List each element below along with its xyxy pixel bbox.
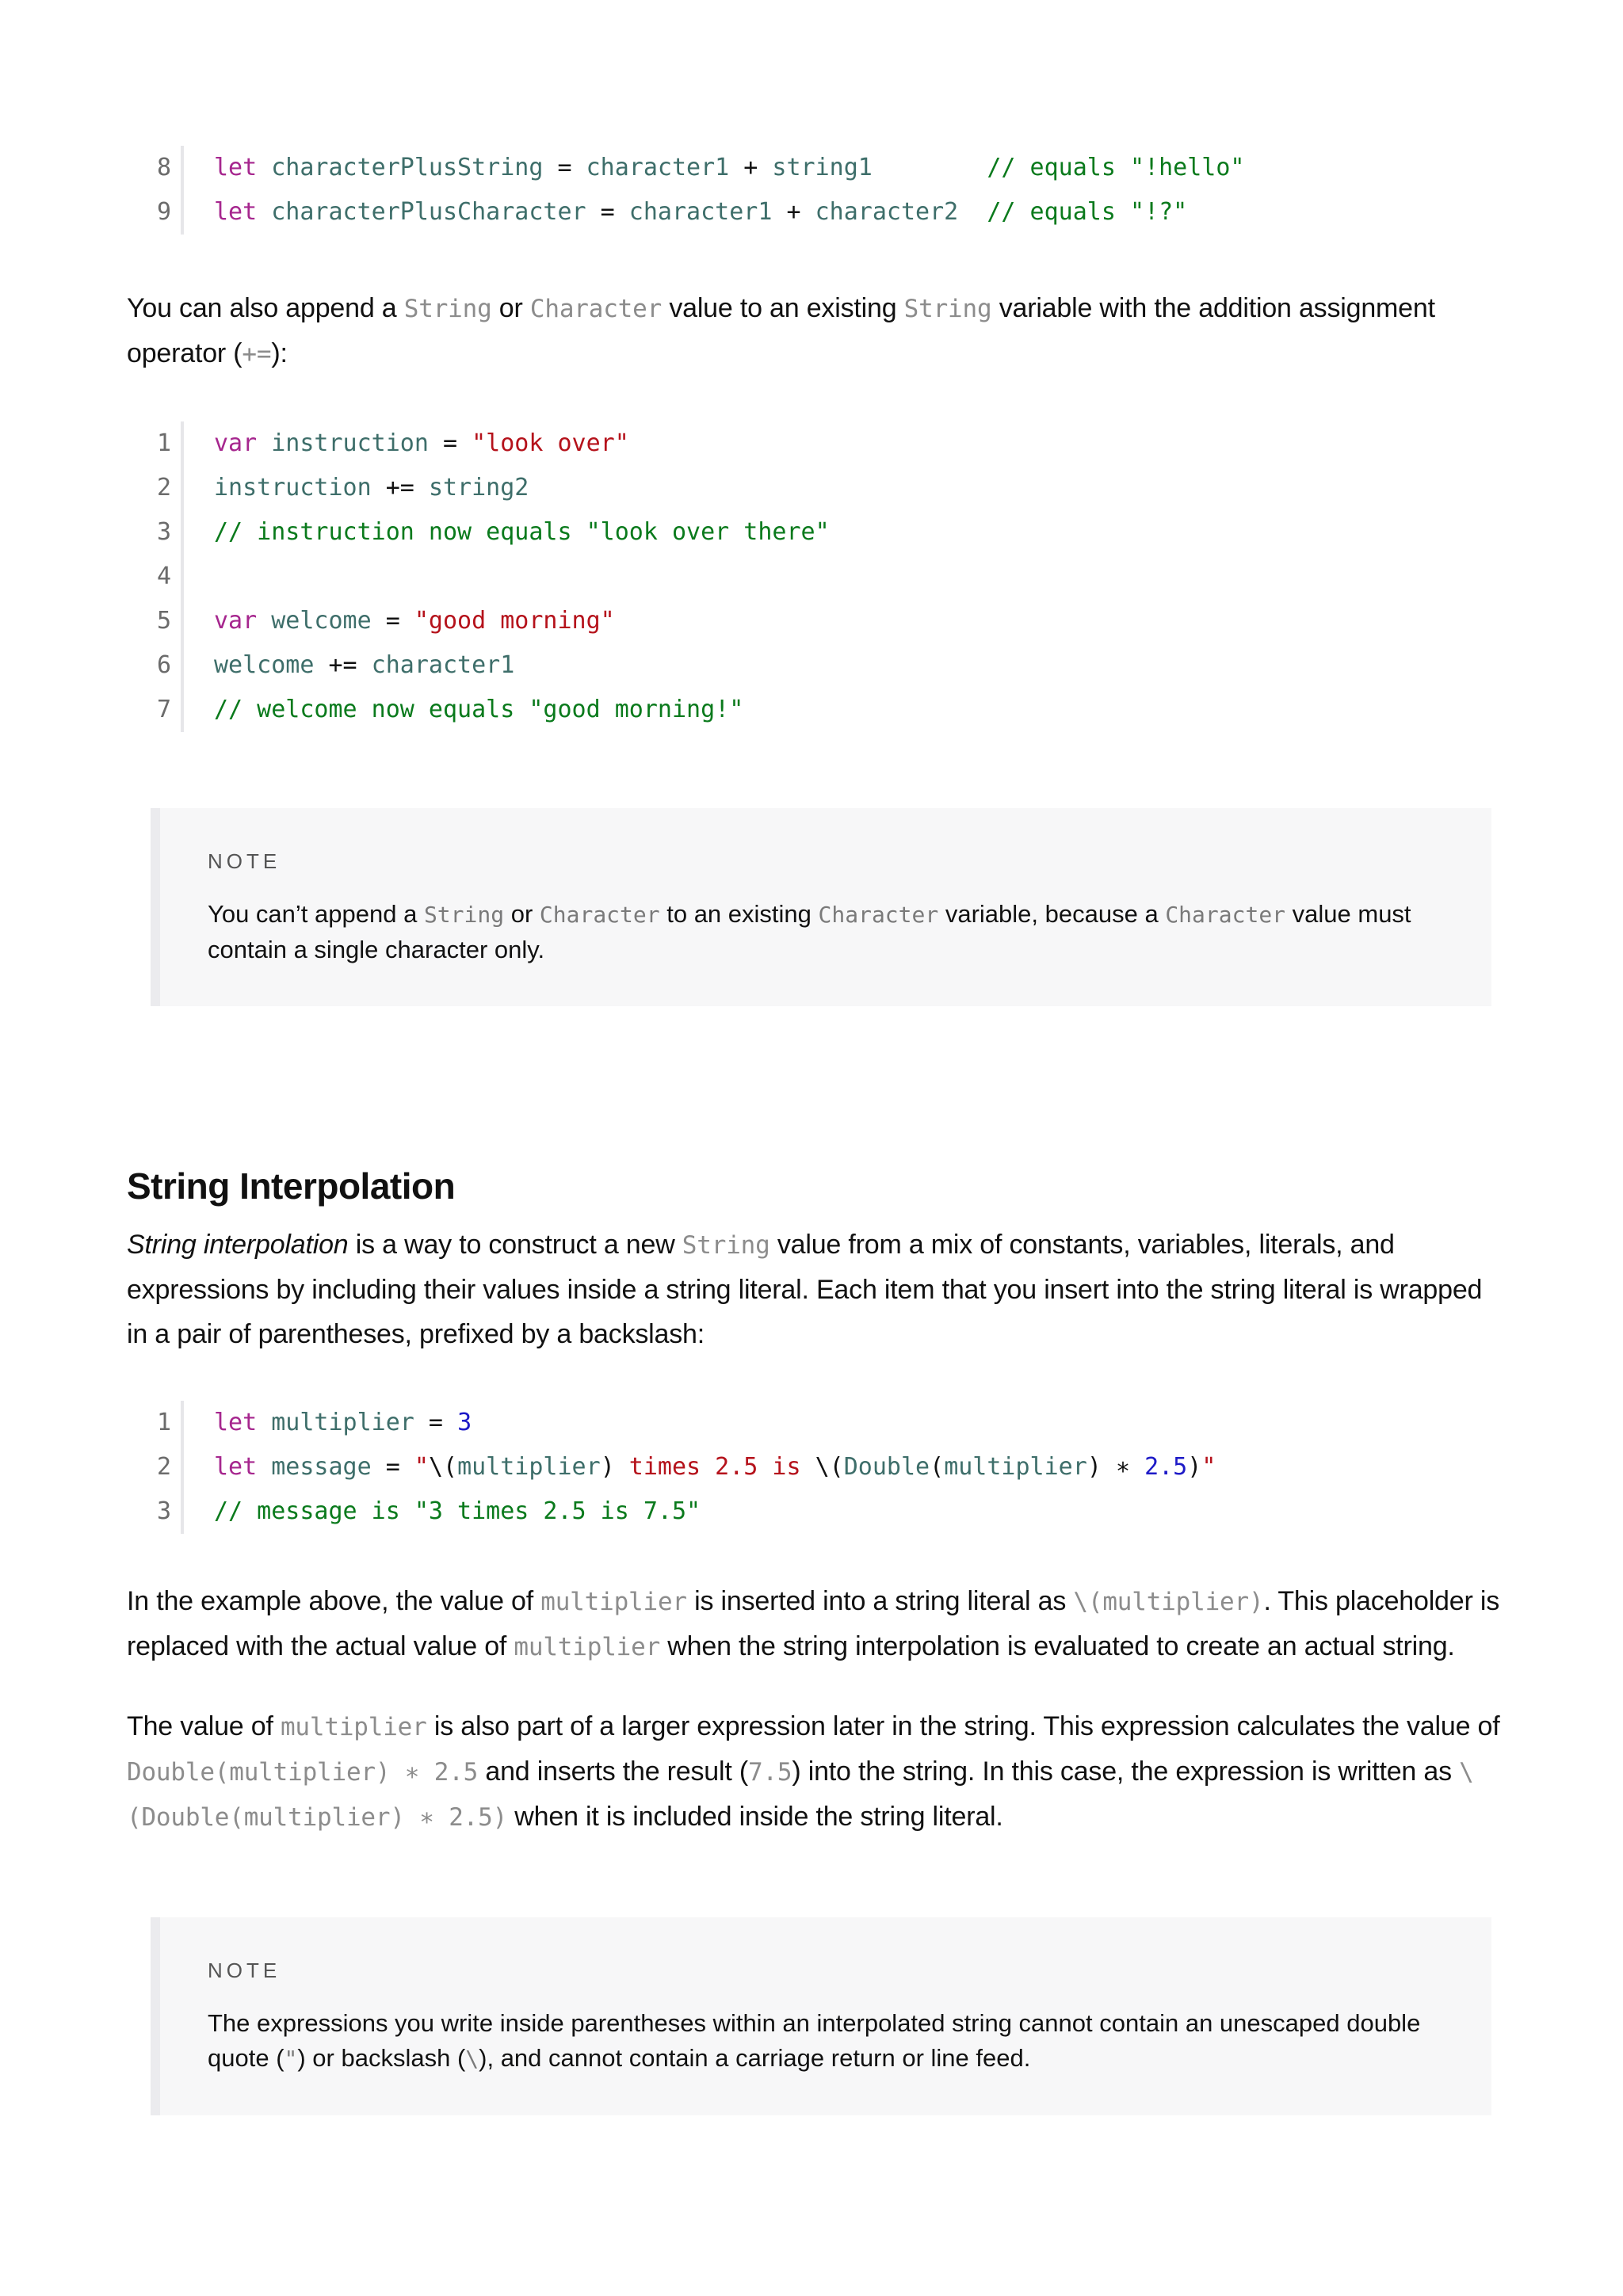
code-line	[127, 643, 1522, 688]
inline-code: Character	[529, 295, 663, 323]
code-block-append	[127, 421, 1522, 732]
code-token: instruction	[214, 474, 372, 502]
code-text	[214, 421, 629, 466]
inline-code: Double(multiplier) ∗ 2.5	[127, 1758, 479, 1787]
code-token: "good morning"	[414, 607, 615, 635]
line-number: 3	[156, 1497, 171, 1525]
code-token: character1	[586, 154, 730, 181]
code-token: character1	[628, 198, 773, 226]
text-run: variable with the addition assignment operator (	[127, 293, 1435, 368]
line-number: 5	[156, 607, 171, 635]
code-token: let	[214, 154, 258, 181]
code-token: characterPlusCharacter	[271, 198, 586, 226]
code-token: multiplier	[457, 1453, 601, 1481]
code-block-interpolation	[127, 1401, 1522, 1534]
code-token: =	[428, 429, 472, 457]
code-token: +=	[314, 651, 372, 679]
text-run: The expressions you write inside parentheses within an interpolated string cannot contain an unescaped double quote (	[208, 2009, 1421, 2072]
code-token: +	[729, 154, 773, 181]
code-token: times 2.5 is	[614, 1453, 815, 1481]
inline-code: +=	[242, 340, 272, 368]
code-token: // welcome now equals "good morning!"	[214, 696, 744, 723]
code-token: 2.5	[1144, 1453, 1188, 1481]
line-number: 9	[156, 198, 171, 226]
inline-code: "	[284, 2046, 298, 2072]
text-run: when it is included inside the string literal.	[507, 1802, 1003, 1832]
line-number: 8	[156, 154, 171, 181]
code-text	[214, 190, 1187, 235]
code-token: Double	[843, 1453, 930, 1481]
text-run: to an existing	[659, 900, 819, 928]
inline-code: multiplier	[514, 1633, 661, 1661]
code-token: =	[414, 1409, 458, 1436]
inline-code: multiplier	[540, 1588, 687, 1616]
line-number: 3	[156, 518, 171, 546]
code-token: +	[772, 198, 815, 226]
code-token: "	[1201, 1453, 1216, 1481]
note-label: NOTE	[208, 1958, 281, 1982]
code-text	[214, 1401, 472, 1445]
code-token: )	[1187, 1453, 1202, 1481]
code-line	[127, 599, 1522, 643]
section-title: String Interpolation	[127, 1165, 456, 1207]
code-line	[127, 466, 1522, 510]
code-token: var	[214, 607, 258, 635]
text-run: ) into the string. In this case, the expression is written as	[792, 1756, 1460, 1787]
code-line	[127, 1445, 1522, 1489]
code-token	[257, 1453, 271, 1481]
text-run: is a way to construct a new	[348, 1230, 682, 1260]
inline-code: \(Double(multiplier) ∗ 2.5)	[127, 1758, 1474, 1832]
note-box	[151, 808, 1491, 1006]
code-text	[214, 146, 1244, 190]
text-run: ), and cannot contain a carriage return or line feed.	[479, 2044, 1031, 2072]
code-token: \(	[815, 1453, 844, 1481]
code-token: "look over"	[472, 429, 629, 457]
code-token: let	[214, 1409, 258, 1436]
inline-code: String	[682, 1231, 770, 1260]
code-token: character1	[371, 651, 515, 679]
text-run: or	[504, 900, 540, 928]
code-text	[214, 510, 830, 555]
code-token: string2	[428, 474, 529, 502]
code-line	[127, 421, 1522, 466]
code-token: // equals "!hello"	[987, 154, 1245, 181]
code-token: welcome	[271, 607, 372, 635]
text-run: is inserted into a string literal as	[686, 1586, 1074, 1616]
text-run: In the example above, the value of	[127, 1586, 541, 1616]
code-token: characterPlusString	[271, 154, 544, 181]
code-token: =	[543, 154, 586, 181]
paragraph-append	[127, 286, 1506, 376]
code-text	[214, 1489, 701, 1534]
code-token: instruction	[271, 429, 429, 457]
text-run: You can’t append a	[208, 900, 424, 928]
text-run: variable, because a	[938, 900, 1166, 928]
code-token	[257, 429, 271, 457]
code-text	[214, 1445, 1216, 1489]
code-line	[127, 190, 1522, 235]
code-line	[127, 510, 1522, 555]
line-number: 1	[156, 429, 171, 457]
text-run: value to an existing	[662, 293, 904, 323]
text-run: value must contain a single character only.	[208, 900, 1411, 963]
code-token: let	[214, 1453, 258, 1481]
text-run: You can also append a	[127, 293, 404, 323]
text-run: or	[491, 293, 530, 323]
code-token: ) ∗	[1086, 1453, 1145, 1481]
code-text	[214, 688, 743, 732]
code-token: message	[271, 1453, 372, 1481]
code-token	[257, 607, 271, 635]
inline-code: Character	[539, 902, 660, 928]
inline-code: Character	[818, 902, 939, 928]
code-token	[958, 198, 987, 226]
line-number: 2	[156, 1453, 171, 1481]
inline-code: multiplier	[280, 1713, 427, 1741]
text-run: ):	[271, 338, 288, 368]
code-line	[127, 1489, 1522, 1534]
code-token: =	[586, 198, 629, 226]
inline-code: String	[403, 295, 492, 323]
code-line	[127, 555, 1522, 599]
code-token: \(	[428, 1453, 458, 1481]
code-token: multiplier	[944, 1453, 1087, 1481]
inline-code: String	[423, 902, 505, 928]
code-line	[127, 688, 1522, 732]
code-token: "	[414, 1453, 429, 1481]
code-line	[127, 146, 1522, 190]
code-line	[127, 1401, 1522, 1445]
code-token: // equals "!?"	[987, 198, 1188, 226]
code-token	[873, 154, 987, 181]
inline-code: String	[903, 295, 992, 323]
code-token	[257, 154, 271, 181]
note-box	[151, 1917, 1491, 2115]
code-token: character2	[815, 198, 959, 226]
inline-code: \(multiplier)	[1073, 1588, 1264, 1616]
code-token: +=	[371, 474, 429, 502]
code-token	[257, 1409, 271, 1436]
code-text	[214, 599, 615, 643]
line-number: 4	[156, 563, 171, 590]
code-token: )	[600, 1453, 615, 1481]
code-token: welcome	[214, 651, 315, 679]
line-number: 6	[156, 651, 171, 679]
text-run: . This placeholder is replaced with the actual value of	[127, 1586, 1499, 1661]
text-run: value from a mix of constants, variables, literals, and expressions by including their values inside a string literal. Each item that you insert into the string literal is wrapped in a pair of parentheses, prefixed by a backslash:	[127, 1230, 1483, 1349]
inline-code: \	[465, 2046, 479, 2072]
text-run: and inserts the result (	[478, 1756, 748, 1787]
code-token: var	[214, 429, 258, 457]
text-run: is also part of a larger expression later in the string. This expression calculates the value of	[426, 1711, 1500, 1741]
paragraph-interpolation	[127, 1222, 1506, 1356]
code-token: let	[214, 198, 258, 226]
text-run: The value of	[127, 1711, 281, 1741]
inline-code: Character	[1165, 902, 1286, 928]
paragraph-example	[127, 1579, 1506, 1669]
line-number: 2	[156, 474, 171, 502]
line-number: 7	[156, 696, 171, 723]
code-text	[214, 643, 514, 688]
note-text	[208, 897, 1444, 967]
note-label: NOTE	[208, 849, 281, 873]
emphasis: String interpolation	[127, 1230, 349, 1260]
code-text	[214, 466, 529, 510]
note-text	[208, 2006, 1444, 2077]
code-block-concatenation	[127, 146, 1522, 235]
text-run: ) or backslash (	[297, 2044, 466, 2072]
code-token: multiplier	[271, 1409, 414, 1436]
paragraph-value	[127, 1704, 1506, 1840]
code-token: // message is "3 times 2.5 is 7.5"	[214, 1497, 701, 1525]
code-token: =	[371, 607, 414, 635]
inline-code: 7.5	[747, 1758, 792, 1787]
code-token	[257, 198, 271, 226]
code-token: string1	[772, 154, 873, 181]
code-token: =	[371, 1453, 414, 1481]
code-token: // instruction now equals "look over there"	[214, 518, 830, 546]
code-token: (	[930, 1453, 945, 1481]
line-number: 1	[156, 1409, 171, 1436]
code-token: 3	[457, 1409, 472, 1436]
text-run: when the string interpolation is evaluated to create an actual string.	[660, 1631, 1455, 1661]
